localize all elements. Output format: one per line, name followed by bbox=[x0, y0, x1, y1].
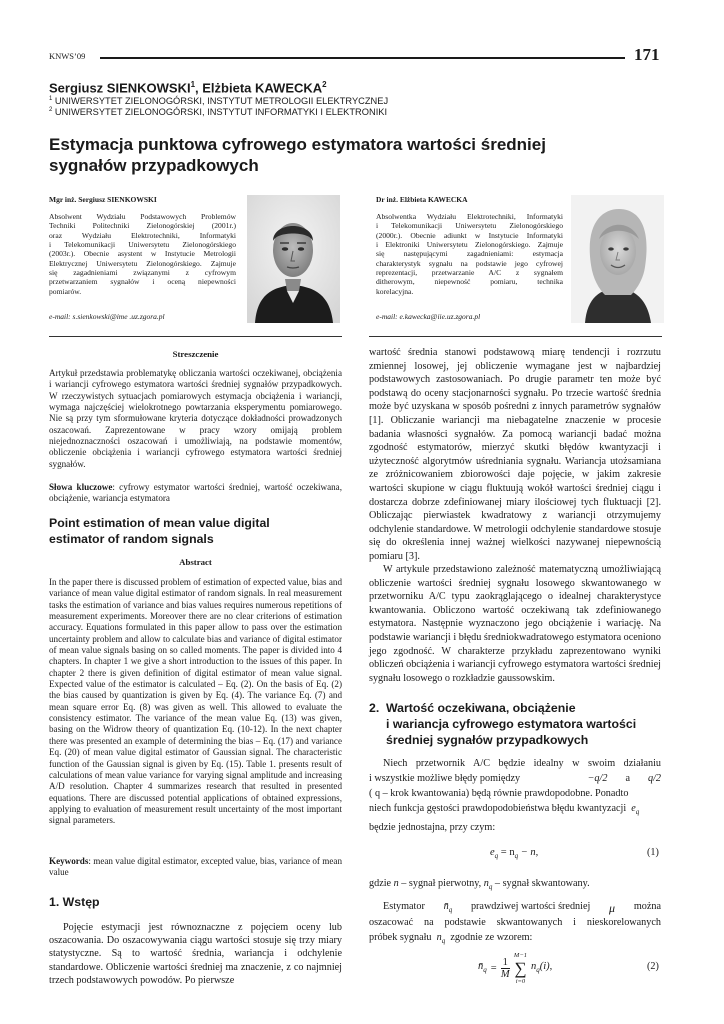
s2-est-mu: μ bbox=[609, 901, 616, 915]
bio-right-line: ditherowym, niepewność pomiaru, technika bbox=[376, 277, 563, 287]
eq1-e: e bbox=[490, 847, 495, 858]
left-column-rule bbox=[49, 336, 342, 337]
affiliation-2 bbox=[49, 107, 387, 117]
bio-right-line: się następującymi zagadnieniami: estymacja bbox=[376, 249, 563, 259]
section-2-heading-line-1: Wartość oczekiwana, obciążenie bbox=[386, 701, 576, 715]
affiliation-1-sup: 1 bbox=[49, 96, 53, 102]
right-column-paragraph-1: wartość średnia stanowi podstawową miarę tendencji i rozrzutu zmiennej losowej, jej obliczenie wymagane jest w najbardziej podstawowych zastosowaniach. Po drugie parametr ten może być podstawą do oceny stacjonarności sygnału. Po trzecie wartość średnia może być uzyskana w sposób pośredni z innych parametrów sygnałów [1]. Obliczanie wariancji ma niebagatelne znaczenie w procesie badania własności sygnałów. Za pomocą wariancji badać można zgodność estymatorów, mierzyć skutki błędów kwantyzacji i użyteczność algorytmów uśredniania sygnału. Wariancja utożsamiana ze zróżnicowaniem zbiorowości daje pojęcie, w jakim zakresie wartości skupione w ciągu fluktuują wokół wartości średniej ciągu i dostarcza dobrze zdefiniowanej miary ilościowej tych fluktuacji [2]. Obliczając pierwiastek kwadratowy z wariancji otrzymujemy odchylenie standardowe. W metrologii odchylenie standardowe stosuje się do określenia innej ważnej wielkości nazywanej niepewnością pomiaru [3]. bbox=[369, 347, 661, 562]
s2-est-l3b-sub: q bbox=[441, 937, 446, 946]
bio-right-line: charakterystyk sygnału na podstawie jego cyfrowej bbox=[376, 258, 563, 268]
abstract-heading: Abstract bbox=[179, 557, 212, 567]
eq2-term-sub: q bbox=[536, 966, 540, 975]
s2-est-a: Estymator bbox=[383, 901, 425, 912]
english-keywords-text: : mean value digital estimator, excepted value, bias, variance of mean value bbox=[49, 856, 342, 878]
streszczenie-heading: Streszczenie bbox=[172, 349, 219, 359]
bio-right-text bbox=[376, 212, 563, 296]
eq1-tail: − n, bbox=[518, 847, 539, 858]
right-column-rule bbox=[369, 336, 662, 337]
equation-1 bbox=[490, 847, 538, 860]
title-line-1: Estymacja punktowa cyfrowego estymatora wartości średniej bbox=[49, 135, 546, 154]
s2-minus-half-q: −q/2 bbox=[587, 773, 608, 784]
header-rule bbox=[100, 57, 625, 59]
s2-after-eq1-a: gdzie bbox=[369, 878, 394, 889]
affiliation-1-text: UNIWERSYTET ZIELONOGÓRSKI, INSTYTUT METROLOGII ELEKTRYCZNEJ bbox=[52, 96, 389, 107]
english-keywords bbox=[49, 856, 342, 879]
bio-left-line: i Telekomunikacji Uniwersytetu Zielonogórskiego bbox=[49, 240, 236, 250]
s2-est-d: można bbox=[633, 901, 661, 912]
author-2-sup: 2 bbox=[322, 80, 327, 89]
polish-keywords-text: : cyfrowy estymator wartości średniej, wartość oczekiwana, obciążenie, wariancja estymatora bbox=[49, 482, 342, 504]
eq2-lhs bbox=[478, 961, 487, 974]
s2-line-4 bbox=[369, 803, 661, 816]
bio-right-name: Dr inż. Elżbieta KAWECKA bbox=[376, 195, 468, 204]
eq2-lhs-symbol: n̄̄ bbox=[478, 961, 484, 973]
author-2: Elżbieta KAWECKA bbox=[202, 80, 323, 96]
section-2-heading-line-3: średniej sygnałów przypadkowych bbox=[386, 733, 589, 747]
bio-left-line: (2003r.). Obecnie asystent w Instytucie Metrologii bbox=[49, 249, 236, 259]
streszczenie-text: Artykuł przedstawia problematykę obliczania wartości oczekiwanej, obciążenia i wariancji cyfrowego estymatora wartości średniej sygnałów przypadkowych. W rzeczywistych sytuacjach pomiarowych estymacja obciążenia i wariancji, wymaga najczęściej wielokrotnego powtarzania eksperymentu pomiarowego. Nie są przy tym sformułowane kryteria dotyczące dokładności prowadzonych oszacowań. Zaprezentowane w pracy wzory omijają problem niejednoznaczności oszacowań i umożliwiają, na podstawie momentów, obliczenie obciążenia i wariancji cyfrowego estymatora wartości średniej sygnałów. bbox=[49, 368, 342, 469]
s2-est-b-sub: q bbox=[448, 906, 453, 915]
s2-after-eq1 bbox=[369, 878, 661, 891]
polish-keywords-label: Słowa kluczowe bbox=[49, 482, 113, 492]
s2-eq-symbol: e bbox=[631, 803, 636, 814]
s2-after-eq1-n: n bbox=[393, 878, 399, 889]
section-2-number: 2. bbox=[369, 701, 380, 715]
eq2-lhs-sub: q bbox=[483, 966, 487, 975]
right-column-paragraph-2: W artykule przedstawiono zależność matematyczną umożliwiającą obliczenie wartości średniej sygnału losowego skwantowanego w przetworniku A/C typu zaokrąglającego o idealnej charakterystyce kwantowania. Obliczono wartość oczekiwaną tak zdefiniowanego estymatora. Następnie wyznaczono jego obciążenie i wariację. Na podstawie wariancji i błędu średniokwadratowego estymatora oceniono jego zgodność. W charakterze przykładu zaprezentowano wyniki obliczeń obciążenia i wariancji cyfrowego estymatora wartości średniej sygnału losowego o rozkładzie gaussowskim. bbox=[369, 564, 661, 684]
author-separator: , bbox=[195, 80, 203, 96]
eq1-rest: = n bbox=[498, 847, 515, 858]
s2-est-b: n̄̄ bbox=[443, 901, 449, 912]
section-2-heading bbox=[386, 700, 666, 748]
s2-line-2 bbox=[369, 773, 661, 784]
s2-est-line-2: oszacować na podstawie skwantowanych i nieskorelowanych bbox=[369, 917, 661, 928]
s2-line-3: ( q – krok kwantowania) będą równie prawdopodobne. Ponadto bbox=[369, 788, 629, 799]
bio-left-line: się zagadnieniami związanymi z cyfrowym bbox=[49, 268, 236, 278]
bio-right-line: i Telekomunikacji Uniwersytetu Zielonogórskiego bbox=[376, 221, 563, 231]
s2-conj-a: a bbox=[625, 773, 630, 784]
page-number: 171 bbox=[634, 45, 660, 64]
bio-right-line: korelacyjna. bbox=[376, 286, 414, 296]
s2-line-2-text: i wszystkie możliwe błędy pomiędzy bbox=[369, 773, 521, 784]
s2-after-eq1-c: – sygnał pierwotny, bbox=[398, 878, 484, 889]
bio-right-line: Absolwentka Wydziału Elektrotechniki, Informatyki bbox=[376, 212, 563, 221]
eq2-fraction-den: M bbox=[500, 968, 510, 980]
s2-line-1: Niech przetwornik A/C będzie idealny w swoim działaniu bbox=[383, 758, 661, 769]
bio-left-email: e-mail: s.sienkowski@ime .uz.zgora.pl bbox=[49, 312, 165, 321]
author-1: Sergiusz SIENKOWSKI bbox=[49, 80, 191, 96]
english-title-line-1: Point estimation of mean value digital bbox=[49, 516, 270, 530]
s2-line-5: będzie jednostajna, przy czym: bbox=[369, 822, 496, 833]
abstract-text: In the paper there is discussed problem of estimation of expected value, bias and variance of mean value digital estimator of random signals. In real measurement tasks the estimation of variance and bias values requires numerous repetitions of measurement experiments. Moreover there are no clear criterions of estimation accuracy. Equations formulated in this paper allow to pass over the estimation uncertainty problem and allow to calculate bias and variance of digital estimator of mean value signals basing on so called moments. The paper is divided into 4 chapters. In chapter 1 we give a short introduction to the issues of this paper. In chapter 2 there is given definition of digital estimator of mean value signal. Expected value of the estimator is calculated – Eq. (2). On the basis of Eq. (2) the bias caused by quantization is given by Eq. (4). The variance Eq. (7) and mean square error Eq. (8) was given as well. This allowed to evaluate the consistency estimator. The variance of the mean value Eq. (13) was given, basing on the Widrow theory of quantization Eq. (10-12). In the next chapter there was presented an example of determining the bias – Eq. (17) and variance Eq. (20) of mean value digital estimator of Gaussian signal. The characteristic function of the Gaussian signal is given by Eq. (15). Table 1. presents result of calculations of mean value variance for varying signal amplitude and increasing A/D resolution. Chapter 4 summarizes research that resulted in presented equations. There are discussed potential applications of obtained expressions, applying to evaluation of measurement result uncertainty of the most important signal parameters. bbox=[49, 577, 342, 826]
s2-est-l3b: n bbox=[436, 932, 442, 943]
english-title bbox=[49, 515, 339, 547]
s2-line-2-math bbox=[588, 773, 661, 784]
eq2-term-arg: (i), bbox=[539, 961, 553, 973]
s2-estimator-line bbox=[369, 901, 661, 916]
conference-label: KNWS’09 bbox=[49, 51, 86, 61]
s2-est-c: prawdziwej wartości średniej bbox=[470, 901, 591, 912]
bio-left-line: oraz Wydziału Elektrotechniki, Informatyki bbox=[49, 230, 236, 240]
author-photo-sienkowski bbox=[247, 195, 340, 323]
equation-2-number: (2) bbox=[647, 961, 659, 972]
section-1-paragraph: Pojęcie estymacji jest równoznaczne z pojęciem oceny lub oszacowania. Do oszacowywania ciągu wartości stosuje się trzy miary statystyczne. Są to wartość średnia, wariancja i odchylenie standardowe. Obliczenie wartości średniej ma znaczenie, z co najmniej trzech podstawowych powodów. Po pierwsze bbox=[49, 922, 342, 986]
title-line-2: sygnałów przypadkowych bbox=[49, 156, 259, 175]
equation-1-number: (1) bbox=[647, 847, 659, 858]
eq2-sum-symbol: ∑ bbox=[514, 958, 527, 978]
bio-left-line: przetwarzaniem sygnałów i oceną niepewności bbox=[49, 277, 236, 287]
paper-title bbox=[49, 134, 689, 176]
section-1-text bbox=[49, 921, 342, 987]
bio-right-line: i Elektroniki Uniwersytetu Zielonogórskiego. Zajmuje bbox=[376, 240, 563, 250]
bio-left-line: Absolwent Wydziału Podstawowych Problemów bbox=[49, 212, 236, 221]
bio-left-text bbox=[49, 212, 236, 296]
bio-left-line: Techniki Politechniki Zielonogórskiej (2001r.) bbox=[49, 221, 236, 231]
equation-2 bbox=[478, 948, 552, 988]
s2-est-l3c: zgodnie ze wzorem: bbox=[450, 932, 533, 943]
author-line bbox=[49, 80, 327, 95]
s2-est-line-3 bbox=[369, 932, 661, 945]
s2-after-eq1-nq-sub: q bbox=[488, 883, 493, 892]
eq2-sum bbox=[514, 951, 527, 986]
affiliation-1 bbox=[49, 96, 388, 106]
english-title-line-2: estimator of random signals bbox=[49, 532, 214, 546]
eq2-fraction bbox=[501, 957, 510, 980]
s2-eq-sub: q bbox=[635, 808, 640, 817]
affiliation-2-sup: 2 bbox=[49, 107, 53, 113]
author-photo-kawecka bbox=[571, 195, 664, 323]
bio-left-name: Mgr inż. Sergiusz SIENKOWSKI bbox=[49, 195, 157, 204]
bio-left-line: pomiarów. bbox=[49, 286, 82, 296]
author-1-sup: 1 bbox=[190, 80, 196, 89]
eq2-term bbox=[531, 961, 552, 974]
affiliation-2-text: UNIWERSYTET ZIELONOGÓRSKI, INSTYTUT INFORMATYKI I ELEKTRONIKI bbox=[52, 107, 388, 118]
eq2-sum-top: M−1 bbox=[513, 951, 527, 959]
eq2-fraction-num: 1 bbox=[502, 956, 508, 968]
section-2-heading-line-2: i wariancja cyfrowego estymatora wartości bbox=[386, 717, 637, 731]
english-keywords-label: Keywords bbox=[49, 856, 89, 866]
eq1-n-sub: q bbox=[514, 852, 519, 861]
s2-half-q: q/2 bbox=[647, 773, 661, 784]
bio-left-line: Elektrycznej Uniwersytetu Zielonogórskiego. Zajmuje bbox=[49, 258, 236, 268]
s2-est-symbol bbox=[444, 901, 453, 916]
eq2-equals: = bbox=[490, 962, 497, 974]
s2-after-eq1-e: – sygnał skwantowany. bbox=[492, 878, 590, 889]
s2-est-l3a: próbek sygnału bbox=[369, 932, 432, 943]
bio-right-email: e-mail: e.kawecka@iie.uz.zgora.pl bbox=[376, 312, 481, 321]
polish-keywords bbox=[49, 482, 342, 505]
s2-line-4-text: niech funkcja gęstości prawdopodobieństwa błędu kwantyzacji bbox=[369, 803, 627, 814]
eq2-sum-bottom: i=0 bbox=[515, 977, 526, 985]
section-1-heading: 1. Wstęp bbox=[49, 895, 100, 909]
s2-after-eq1-nq: n bbox=[483, 878, 489, 889]
bio-right-line: reprezentacji, przetwarzanie A/C z sygnałem bbox=[376, 268, 563, 278]
eq1-e-sub: q bbox=[494, 852, 499, 861]
bio-right-line: (2000r.). Obecnie adiunkt w Instytucie Informatyki bbox=[376, 230, 563, 240]
eq2-term-n: n bbox=[530, 961, 537, 973]
